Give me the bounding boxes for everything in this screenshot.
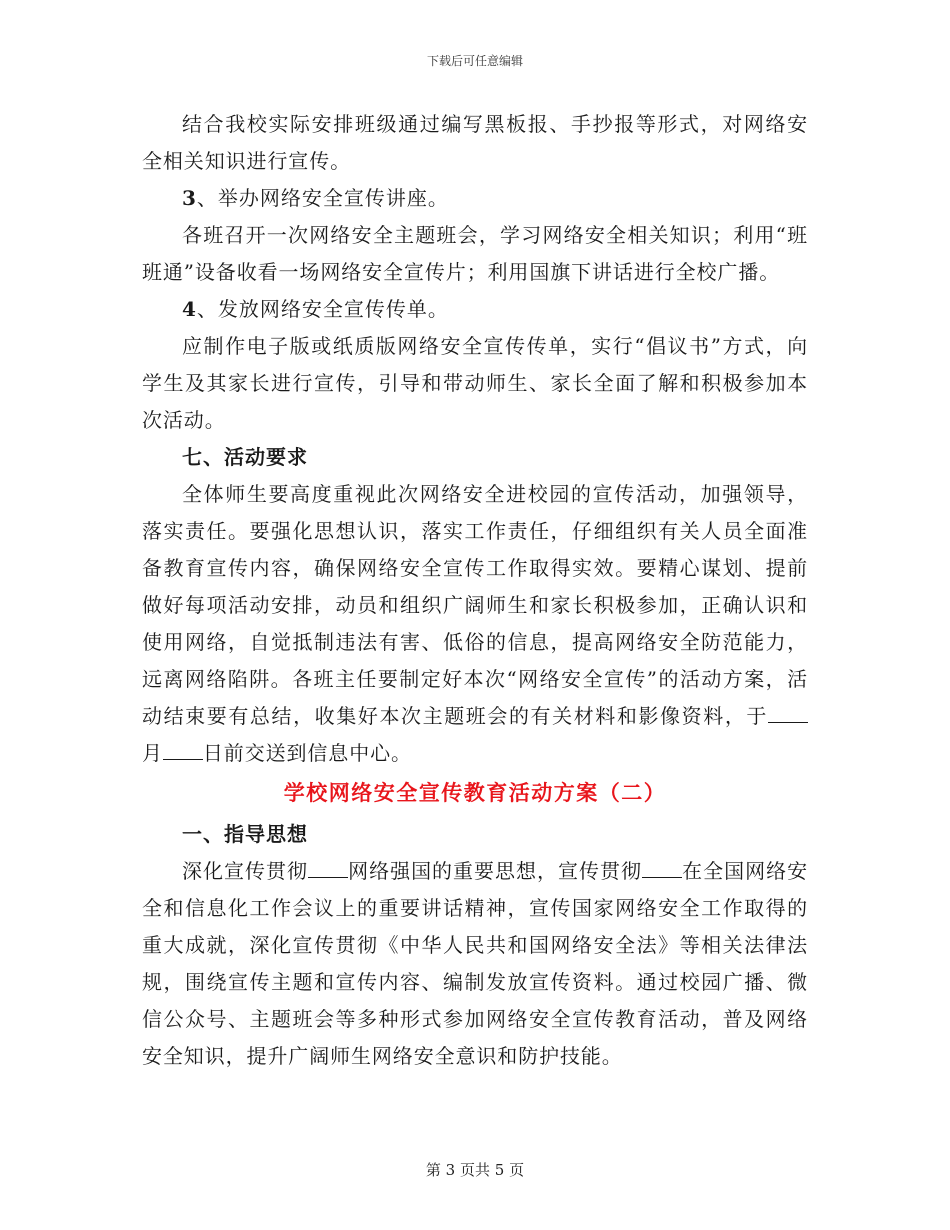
paragraph-guiding-ideology	[142, 853, 808, 1075]
paragraph-blackboard: 结合我校实际安排班级通过编写黑板报、手抄报等形式，对网络安全相关知识进行宣传。	[142, 112, 808, 173]
document-body	[142, 106, 808, 1075]
list-item-leaflet	[142, 291, 808, 328]
paragraph-requirements	[142, 476, 808, 772]
list-item-lecture	[142, 180, 808, 217]
ideology-text-a: 深化宣传贯彻	[182, 859, 308, 883]
section-heading-requirements: 七、活动要求	[182, 445, 308, 469]
list-item-text: 、发放网络安全宣传传单。	[196, 297, 449, 321]
paragraph-class-meeting: 各班召开一次网络安全主题班会，学习网络安全相关知识；利用“班班通”设备收看一场网络安全宣传片；利用国旗下讲话进行全校广播。	[142, 223, 808, 284]
ideology-text-b: 网络强国的重要思想，宣传贯彻	[347, 859, 643, 883]
list-item-text: 、举办网络安全宣传讲座。	[196, 186, 449, 210]
list-item-number: 4	[182, 297, 197, 321]
month-label: 月	[142, 741, 163, 765]
blank-line	[163, 743, 203, 760]
blank-line	[768, 706, 808, 723]
ideology-text-c: 在全国网络安全和信息化工作会议上的重要讲话精神，宣传国家网络安全工作取得的重大成就，深化宣传贯彻《中华人民共和国网络安全法》等相关法律法规，围绕宣传主题和宣传内容、编制发放宣传资料。通过校园广播、微信公众号、主题班会等多种形式参加网络安全宣传教育活动，普及网络安全知识，提升广阔师生网络安全意识和防护技能。	[142, 859, 809, 1068]
requirements-tail: 日前交送到信息中心。	[202, 741, 412, 765]
document-section-title: 学校网络安全宣传教育活动方案（二）	[283, 781, 667, 805]
blank-line	[308, 861, 348, 878]
section-heading-guiding-ideology: 一、指导思想	[182, 822, 308, 846]
blank-line	[642, 861, 682, 878]
list-item-number: 3	[182, 186, 197, 210]
page-number: 第 3 页共 5 页	[425, 1161, 525, 1179]
requirements-text: 全体师生要高度重视此次网络安全进校园的宣传活动，加强领导，落实责任。要强化思想认识，落实工作责任，仔细组织有关人员全面准备教育宣传内容，确保网络安全宣传工作取得实效。要精心谋划、提前做好每项活动安排，动员和组织广阔师生和家长积极参加，正确认识和使用网络，自觉抵制违法有害、低俗的信息，提高网络安全防范能力，远离网络陷阱。各班主任要制定好本次“网络安全宣传”的活动方案，活动结束要有总结，收集好本次主题班会的有关材料和影像资料，于	[142, 482, 808, 728]
paragraph-leaflet: 应制作电子版或纸质版网络安全宣传传单，实行“倡议书”方式，向学生及其家长进行宣传，引导和带动师生、家长全面了解和积极参加本次活动。	[142, 334, 808, 432]
page-header-note: 下载后可任意编辑	[426, 54, 523, 68]
